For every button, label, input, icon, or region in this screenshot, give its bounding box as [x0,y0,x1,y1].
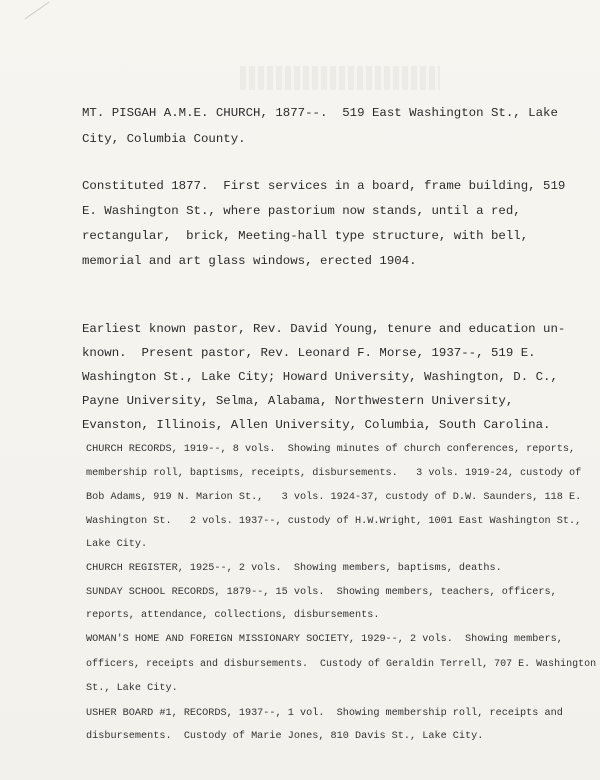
records-line-6: CHURCH REGISTER, 1925--, 2 vols. Showing members, baptisms, deaths. [86,563,502,574]
history-line-3: rectangular, brick, Meeting-hall type structure, with bell, [82,229,529,243]
records-line-10: officers, receipts and disbursements. Custody of Geraldin Terrell, 707 E. Washington [86,659,597,670]
records-line-9: WOMAN'S HOME AND FOREIGN MISSIONARY SOCIETY, 1929--, 2 vols. Showing members, [86,634,563,645]
records-line-12: USHER BOARD #1, RECORDS, 1937--, 1 vol. Showing membership roll, receipts and [86,708,563,719]
pastors-line-2: known. Present pastor, Rev. Leonard F. Morse, 1937--, 519 E. [82,346,536,360]
records-line-7: SUNDAY SCHOOL RECORDS, 1879--, 15 vols. Showing members, teachers, officers, [86,587,557,598]
records-line-2: membership roll, baptisms, receipts, disbursements. 3 vols. 1919-24, custody of [86,468,582,479]
church-heading-line-2: City, Columbia County. [82,132,246,146]
records-line-8: reports, attendance, collections, disbursements. [86,610,380,621]
history-line-2: E. Washington St., where pastorium now stands, until a red, [82,204,521,218]
history-line-4: memorial and art glass windows, erected 1904. [82,254,417,268]
faint-bleed-through [240,66,440,90]
records-line-4: Washington St. 2 vols. 1937--, custody of H.W.Wright, 1001 East Washington St., [86,516,582,527]
history-line-1: Constituted 1877. First services in a board, frame building, 519 [82,179,566,193]
records-line-11: St., Lake City. [86,683,178,694]
records-line-1: CHURCH RECORDS, 1919--, 8 vols. Showing minutes of church conferences, reports, [86,444,576,455]
pastors-line-4: Payne University, Selma, Alabama, Northwestern University, [82,394,514,408]
church-heading-line-1: MT. PISGAH A.M.E. CHURCH, 1877--. 519 East Washington St., Lake [82,106,558,120]
records-line-5: Lake City. [86,539,148,550]
pastors-line-1: Earliest known pastor, Rev. David Young, tenure and education un- [82,322,566,336]
corner-mark [24,1,49,19]
pastors-line-5: Evanston, Illinois, Allen University, Columbia, South Carolina. [82,418,551,432]
pastors-line-3: Washington St., Lake City; Howard University, Washington, D. C., [82,370,558,384]
records-line-3: Bob Adams, 919 N. Marion St., 3 vols. 1924-37, custody of D.W. Saunders, 118 E. [86,492,582,503]
records-line-13: disbursements. Custody of Marie Jones, 810 Davis St., Lake City. [86,731,484,742]
